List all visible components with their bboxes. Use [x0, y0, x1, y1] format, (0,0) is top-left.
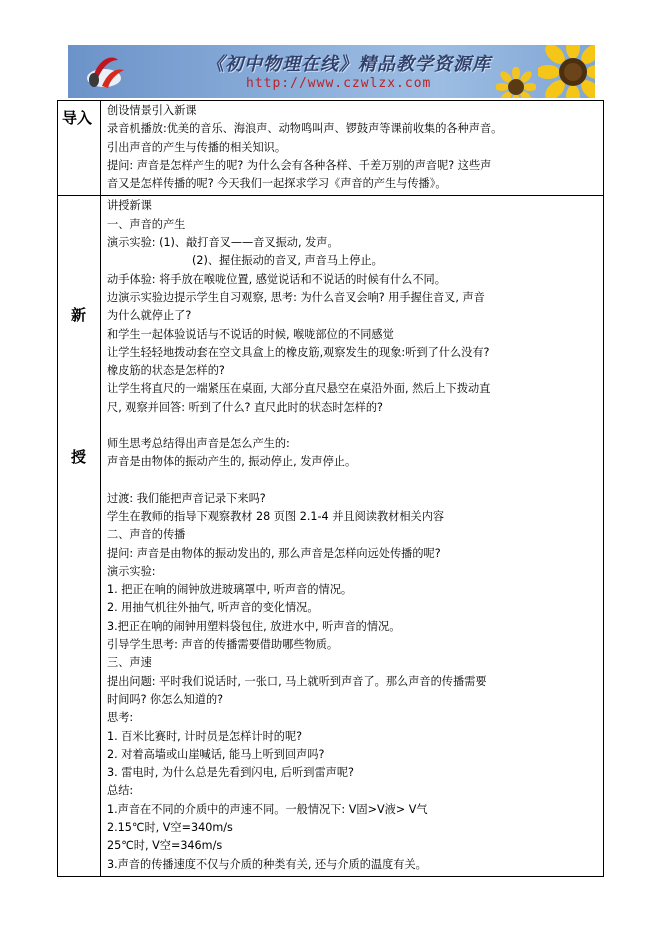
- intro-content-cell: [101, 101, 604, 196]
- main-label-cell: [58, 196, 101, 876]
- text-line: 1. 百米比赛时, 计时员是怎样计时的呢?: [107, 729, 303, 743]
- text-line: 时间吗? 你怎么知道的?: [107, 692, 224, 706]
- header-banner: [68, 45, 595, 98]
- text-line: 过渡: 我们能把声音记录下来吗?: [107, 491, 266, 505]
- text-line: 二、声音的传播: [107, 528, 186, 542]
- text-line: 让学生将直尺的一端紧压在桌面, 大部分直尺悬空在桌沿外面, 然后上下拨动直: [107, 382, 491, 396]
- text-line: [107, 472, 599, 490]
- site-logo-icon: [82, 50, 128, 96]
- text-line: 1. 把正在响的闹钟放进玻璃罩中, 听声音的情况。: [107, 583, 353, 597]
- sunflower-small-icon: [496, 67, 536, 98]
- text-line: 边演示实验边提示学生自习观察, 思考: 为什么音叉会响? 用手握住音叉, 声音: [107, 290, 485, 304]
- intro-label-cell: [58, 101, 101, 196]
- text-line: 橡皮筋的状态是怎样的?: [107, 364, 225, 378]
- text-line: 尺, 观察并回答: 听到了什么? 直尺此时的状态时怎样的?: [107, 400, 383, 414]
- text-line: 思考:: [107, 711, 134, 725]
- text-line: 25℃时, V空=346m/s: [107, 839, 223, 853]
- text-line: 音又是怎样传播的呢? 今天我们一起探求学习《声音的产生与传播》。: [107, 177, 447, 191]
- sunflower-icon: [538, 45, 595, 98]
- text-line: 2.15℃时, V空=340m/s: [107, 820, 233, 834]
- main-content-cell: [101, 196, 604, 876]
- text-line: 3.把正在响的闹钟用塑料袋包住, 放进水中, 听声音的情况。: [107, 619, 401, 633]
- main-label-teach: 授: [71, 448, 87, 467]
- text-line: 创设情景引入新课: [107, 104, 197, 117]
- text-line: 和学生一起体验说话与不说话的时候, 喉咙部位的不同感觉: [107, 327, 394, 341]
- intro-row: [58, 101, 604, 196]
- banner-title: 《初中物理在线》精品教学资源库: [206, 54, 491, 75]
- main-text: [101, 196, 603, 875]
- text-line: 2. 用抽气机往外抽气, 听声音的变化情况。: [107, 601, 319, 615]
- intro-text: [101, 101, 603, 195]
- text-line: 3.声音的传播速度不仅与介质的种类有关, 还与介质的温度有关。: [107, 857, 427, 871]
- banner-url[interactable]: http://www.czwlzx.com: [246, 76, 432, 91]
- text-line: 提问: 声音是怎样产生的呢? 为什么会有各种各样、千差万别的声音呢? 这些声: [107, 158, 492, 172]
- text-line: 总结:: [107, 784, 134, 798]
- text-line: 引导学生思考: 声音的传播需要借助哪些物质。: [107, 638, 339, 652]
- text-line: 演示实验: (1)、敲打音叉——音叉振动, 发声。: [107, 236, 339, 250]
- text-line: 师生思考总结得出声音是怎么产生的:: [107, 437, 290, 451]
- text-line: [107, 417, 599, 435]
- text-line: 三、声速: [107, 656, 152, 670]
- text-line: 讲授新课: [107, 199, 152, 213]
- text-line: 1.声音在不同的介质中的声速不同。一般情况下: V固>V液> V气: [107, 802, 428, 816]
- text-line: 3. 雷电时, 为什么总是先看到闪电, 后听到雷声呢?: [107, 766, 354, 780]
- text-line: 提出问题: 平时我们说话时, 一张口, 马上就听到声音了。那么声音的传播需要: [107, 674, 487, 688]
- text-line: 引出声音的产生与传播的相关知识。: [107, 140, 287, 154]
- text-line: 录音机播放:优美的音乐、海浪声、动物鸣叫声、锣鼓声等课前收集的各种声音。: [107, 122, 503, 136]
- text-line: 一、声音的产生: [107, 217, 186, 231]
- text-line: 让学生轻轻地拨动套在空文具盒上的橡皮筋,观察发生的现象:听到了什么没有?: [107, 345, 490, 359]
- text-line: (2)、握住振动的音叉, 声音马上停止。: [192, 254, 383, 268]
- text-line: 动手体验: 将手放在喉咙位置, 感觉说话和不说话的时候有什么不同。: [107, 272, 446, 286]
- lesson-plan-table: [57, 100, 604, 877]
- text-line: 为什么就停止了?: [107, 309, 192, 323]
- text-line: 2. 对着高墙或山崖喊话, 能马上听到回声吗?: [107, 747, 325, 761]
- text-line: 学生在教师的指导下观察教材 28 页图 2.1-4 并且阅读教材相关内容: [107, 509, 445, 523]
- main-row: [58, 196, 604, 876]
- text-line: 提问: 声音是由物体的振动发出的, 那么声音是怎样向远处传播的呢?: [107, 546, 441, 560]
- text-line: 声音是由物体的振动产生的, 振动停止, 发声停止。: [107, 455, 357, 469]
- main-label-new: 新: [71, 306, 87, 325]
- intro-label: 导入: [62, 109, 93, 127]
- text-line: 演示实验:: [107, 564, 156, 578]
